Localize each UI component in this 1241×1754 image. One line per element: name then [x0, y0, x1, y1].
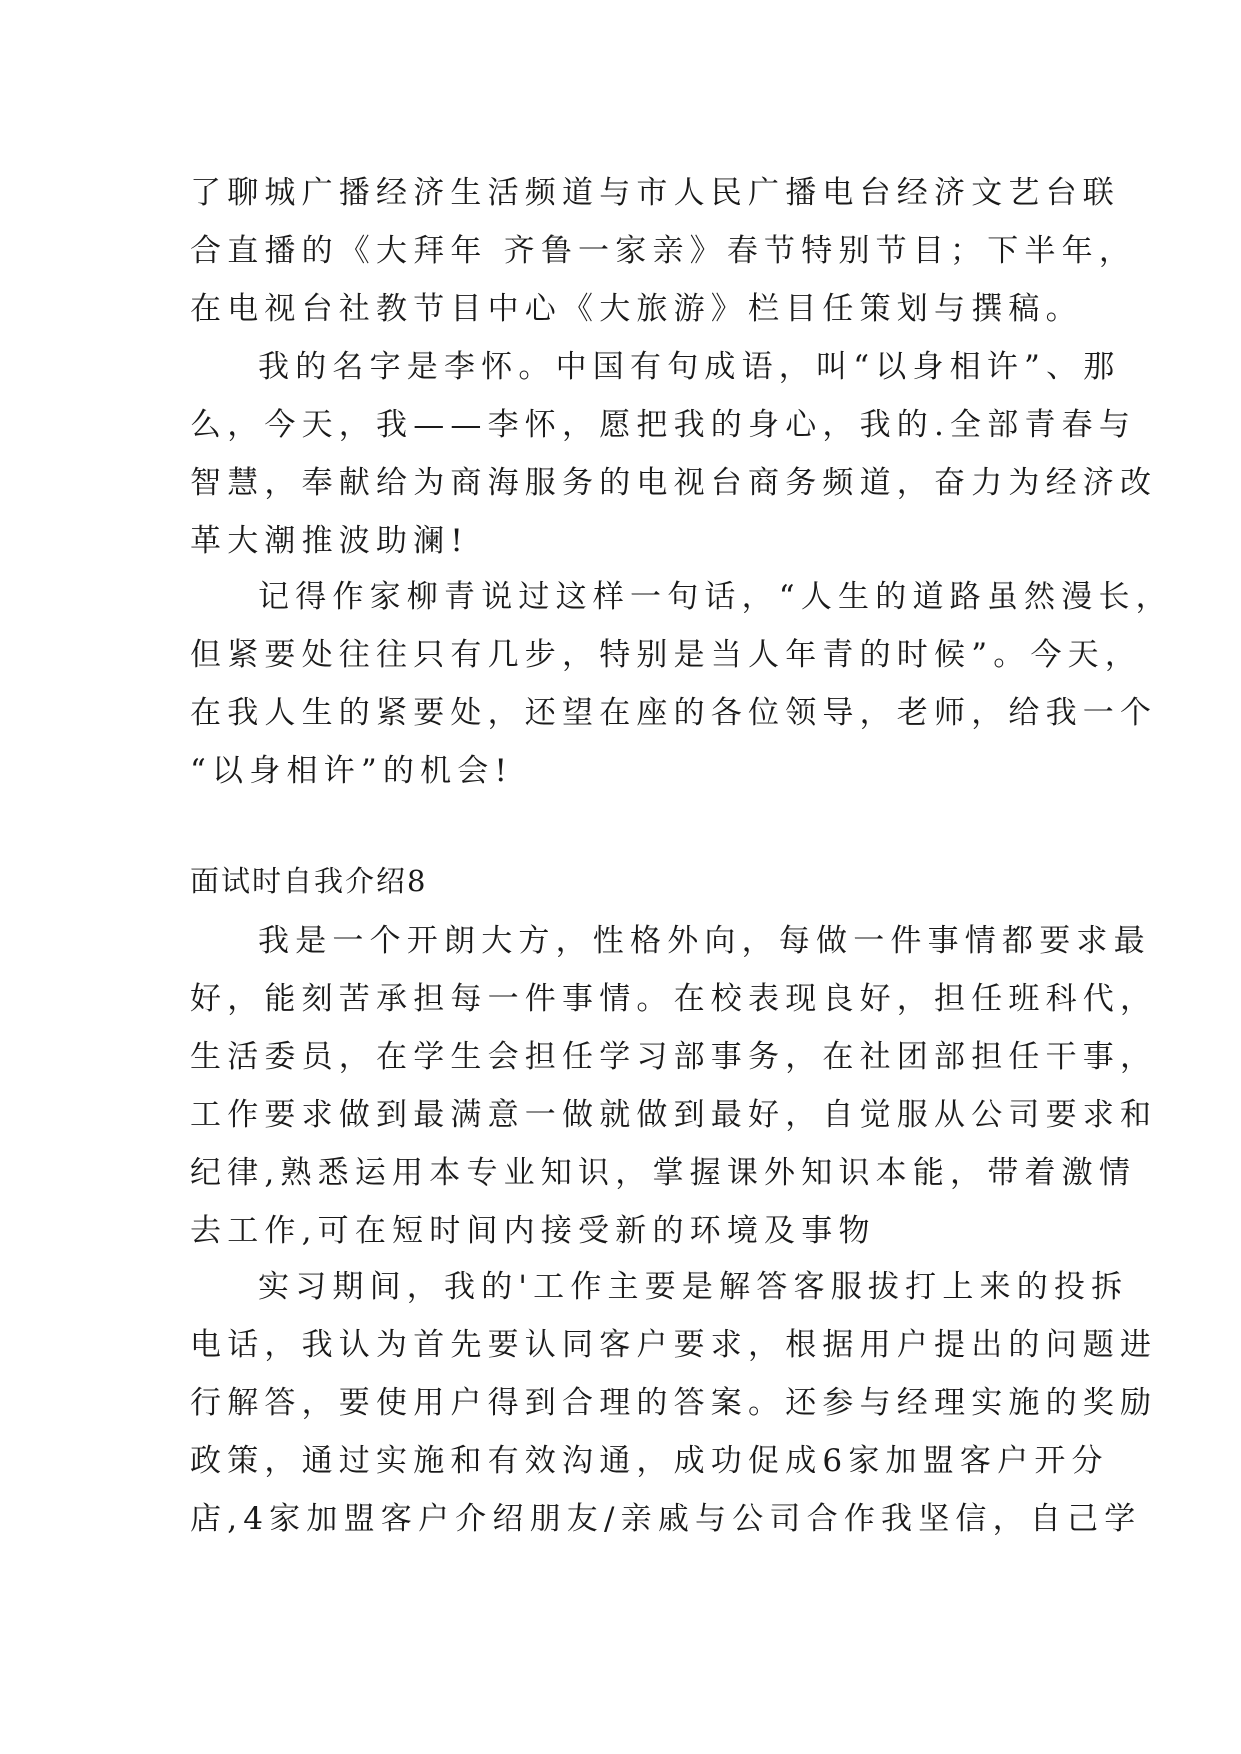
text-line: 政策，通过实施和有效沟通，成功促成6家加盟客户开分: [190, 1443, 1109, 1479]
text-line: 电话，我认为首先要认同客户要求，根据用户提出的问题进: [190, 1327, 1158, 1363]
text-line: “以身相许”的机会!: [190, 753, 514, 789]
text-line: 去工作,可在短时间内接受新的环境及事物: [190, 1213, 876, 1249]
text-line: 么，今天，我——李怀，愿把我的身心，我的.全部青春与: [190, 407, 1137, 443]
section-heading: 面试时自我介绍8: [190, 864, 428, 898]
text-line: 行解答，要使用户得到合理的答案。还参与经理实施的奖励: [190, 1385, 1158, 1421]
text-line: 在我人生的紧要处，还望在座的各位领导，老师，给我一个: [190, 695, 1158, 731]
paragraph-name-intro: [190, 338, 1158, 570]
text-line: 革大潮推波助澜!: [190, 523, 470, 559]
paragraph-personality: [190, 912, 1158, 1260]
text-line: 合直播的《大拜年 齐鲁一家亲》春节特别节目；下半年，: [190, 233, 1137, 269]
text-line: 我的名字是李怀。中国有句成语，叫“以身相许”、那: [258, 349, 1121, 385]
text-line: 我是一个开朗大方，性格外向，每做一件事情都要求最: [258, 923, 1151, 959]
text-line: 生活委员，在学生会担任学习部事务，在社团部担任干事，: [190, 1039, 1158, 1075]
text-line: 工作要求做到最满意一做就做到最好，自觉服从公司要求和: [190, 1097, 1158, 1133]
text-line: 了聊城广播经济生活频道与市人民广播电台经济文艺台联: [190, 175, 1120, 211]
text-line: 在电视台社教节目中心《大旅游》栏目任策划与撰稿。: [190, 291, 1083, 327]
text-line: 但紧要处往往只有几步，特别是当人年青的时候”。今天，: [190, 637, 1143, 673]
paragraph-internship: [190, 1258, 1158, 1548]
paragraph-quote: [190, 568, 1173, 800]
text-line: 纪律,熟悉运用本专业知识，掌握课外知识本能，带着激情: [190, 1155, 1137, 1191]
text-line: 记得作家柳青说过这样一句话，“人生的道路虽然漫长，: [258, 579, 1173, 615]
text-line: 智慧，奉献给为商海服务的电视台商务频道，奋力为经济改: [190, 465, 1158, 501]
text-line: 好，能刻苦承担每一件事情。在校表现良好，担任班科代，: [190, 981, 1158, 1017]
text-line: 实习期间，我的'工作主要是解答客服拔打上来的投拆: [258, 1269, 1129, 1305]
text-line: 店,4家加盟客户介绍朋友/亲戚与公司合作我坚信，自己学: [190, 1501, 1142, 1537]
paragraph-continuation: [190, 164, 1137, 338]
